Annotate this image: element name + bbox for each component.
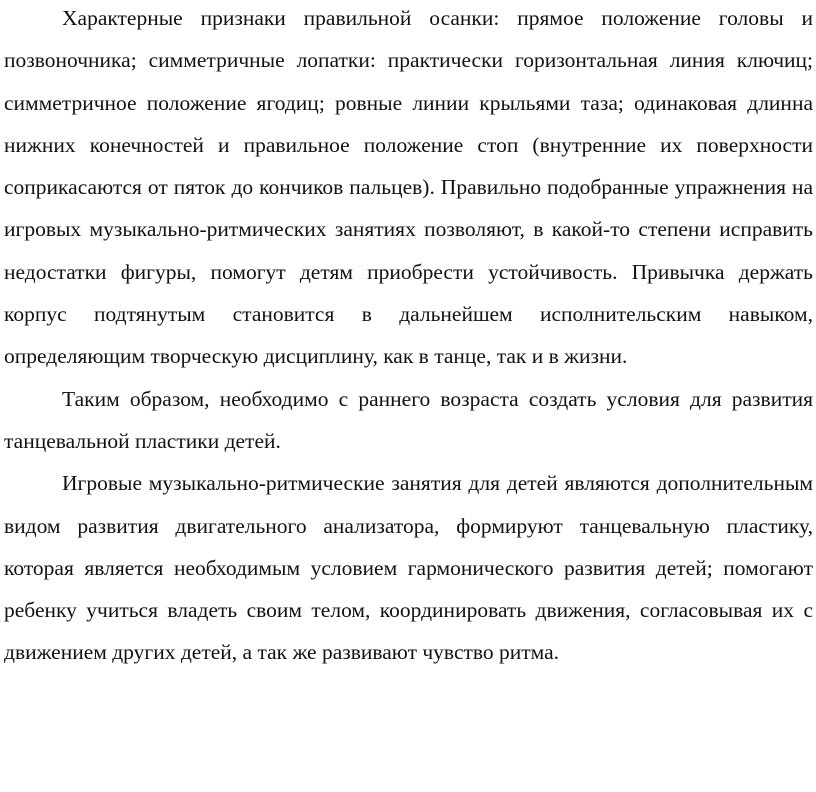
- paragraph-rhythmic-classes: Игровые музыкально-ритмические занятия для детей являются дополнительным видом развития двигательного анализатора, формируют танцевальную пластику, которая является необходимым условием гармонического развития детей; помогают ребенку учиться владеть своим телом, координировать движения, согласовывая их с движением других детей, а так же развивают чувство ритма.: [4, 471, 813, 665]
- paragraph-posture-signs: Характерные признаки правильной осанки: прямое положение головы и позвоночника; симметричные лопатки: практически горизонтальная линия ключиц; симметричное положение ягодиц; ровные линии крыльями таза; одинаковая длинна нижних конечностей и правильное положение стоп (внутренние их поверхности соприкасаются от пяток до кончиков пальцев). Правильно подобранные упражнения на игровых музыкально-ритмических занятиях позволяют, в какой-то степени исправить недостатки фигуры, помогут детям приобрести устойчивость. Привычка держать корпус подтянутым становится в дальнейшем исполнительским навыком, определяющим творческую дисциплину, как в танце, так и в жизни.: [4, 6, 813, 369]
- paragraph-conclusion: Таким образом, необходимо с раннего возраста создать условия для развития танцевальной пластики детей.: [4, 386, 813, 453]
